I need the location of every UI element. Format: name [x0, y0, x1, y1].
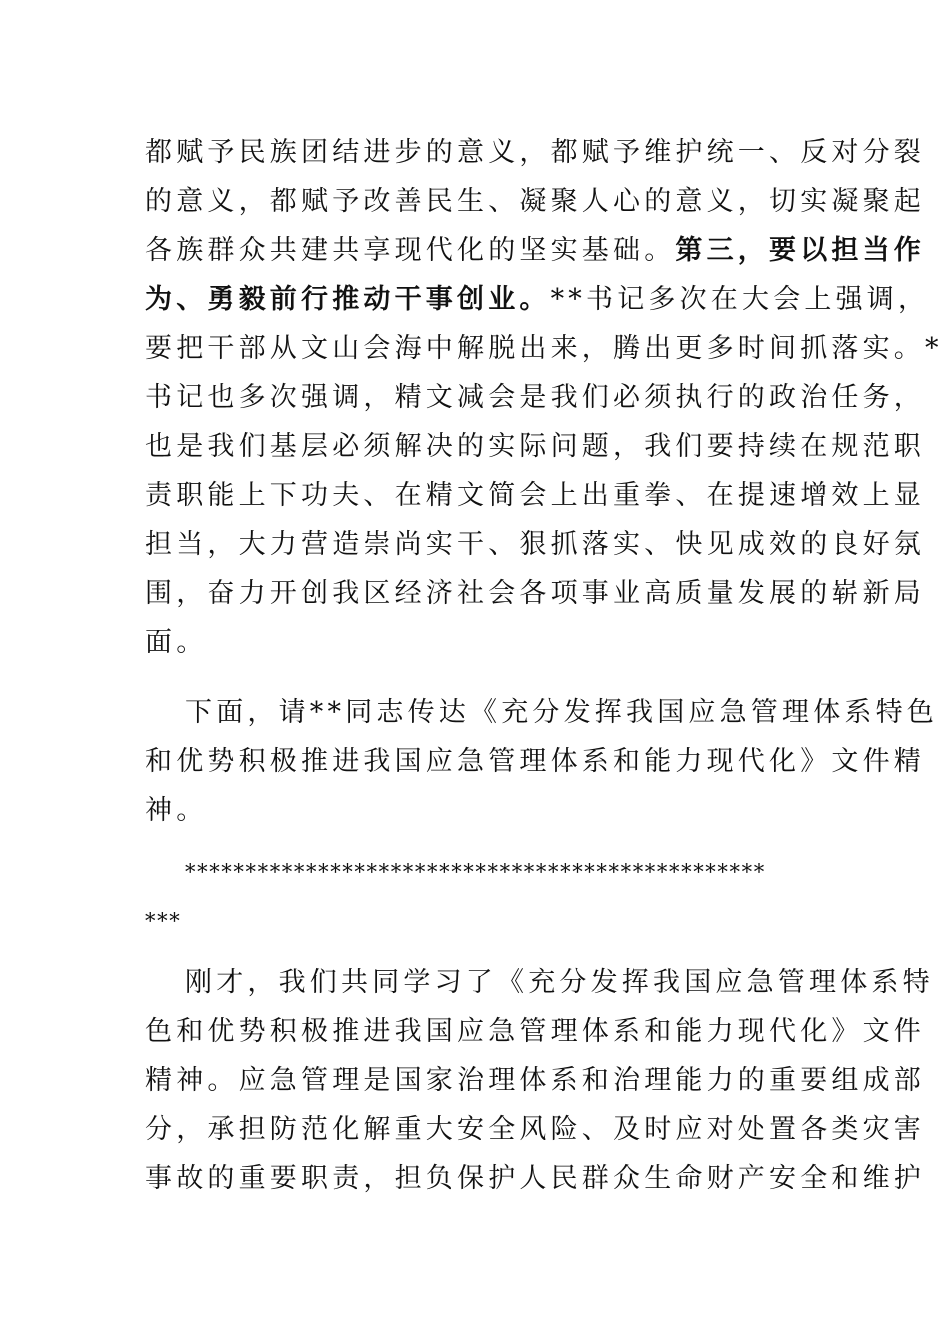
paragraph-line: 面。 — [145, 627, 208, 658]
paragraph-line: 色和优势积极推进我国应急管理体系和能力现代化》文件 — [145, 1016, 925, 1047]
paragraph-line: 分，承担防范化解重大安全风险、及时应对处置各类灾害 — [145, 1114, 925, 1145]
paragraph-line: 的意义，都赋予改善民生、凝聚人心的意义，切实凝聚起 — [145, 186, 925, 217]
paragraph-line: 担当，大力营造崇尚实干、狠抓落实、快见成效的良好氛 — [145, 529, 925, 560]
paragraph-line: 精神。应急管理是国家治理体系和治理能力的重要组成部 — [145, 1065, 925, 1096]
paragraph-line: 围，奋力开创我区经济社会各项事业高质量发展的崭新局 — [145, 578, 925, 609]
paragraph-line: 也是我们基层必须解决的实际问题，我们要持续在规范职 — [145, 431, 925, 462]
paragraph-line: 责职能上下功夫、在精文简会上出重拳、在提速增效上显 — [145, 480, 925, 511]
paragraph-1 — [145, 128, 943, 667]
paragraph-text: **书记多次在大会上强调， — [550, 284, 930, 315]
paragraph-line: 和优势积极推进我国应急管理体系和能力现代化》文件精 — [145, 746, 925, 777]
paragraph-line: 刚才，我们共同学习了《充分发挥我国应急管理体系特 — [185, 967, 934, 998]
paragraph-text: 各族群众共建共享现代化的坚实基础。 — [145, 235, 676, 266]
bold-heading-text: 第三，要以担当作 — [675, 235, 926, 266]
paragraph-line: 事故的重要职责，担负保护人民群众生命财产安全和维护 — [145, 1163, 925, 1194]
paragraph-line: 神。 — [145, 795, 208, 826]
paragraph-line — [145, 226, 926, 275]
paragraph-line — [145, 275, 930, 324]
paragraph-line: 书记也多次强调，精文减会是我们必须执行的政治任务， — [145, 382, 925, 413]
separator — [145, 848, 810, 946]
bold-heading-text: 为、勇毅前行推动干事创业。 — [145, 284, 551, 315]
paragraph-line: 下面，请**同志传达《充分发挥我国应急管理体系特色 — [185, 697, 938, 728]
paragraph-line: 都赋予民族团结进步的意义，都赋予维护统一、反对分裂 — [145, 137, 925, 168]
paragraph-3 — [145, 958, 934, 1203]
paragraph-2 — [145, 688, 938, 835]
separator-line: *** — [145, 909, 182, 933]
paragraph-line: 要把干部从文山会海中解脱出来，腾出更多时间抓落实。* — [145, 333, 943, 364]
separator-line: ************************************************ — [185, 860, 766, 884]
